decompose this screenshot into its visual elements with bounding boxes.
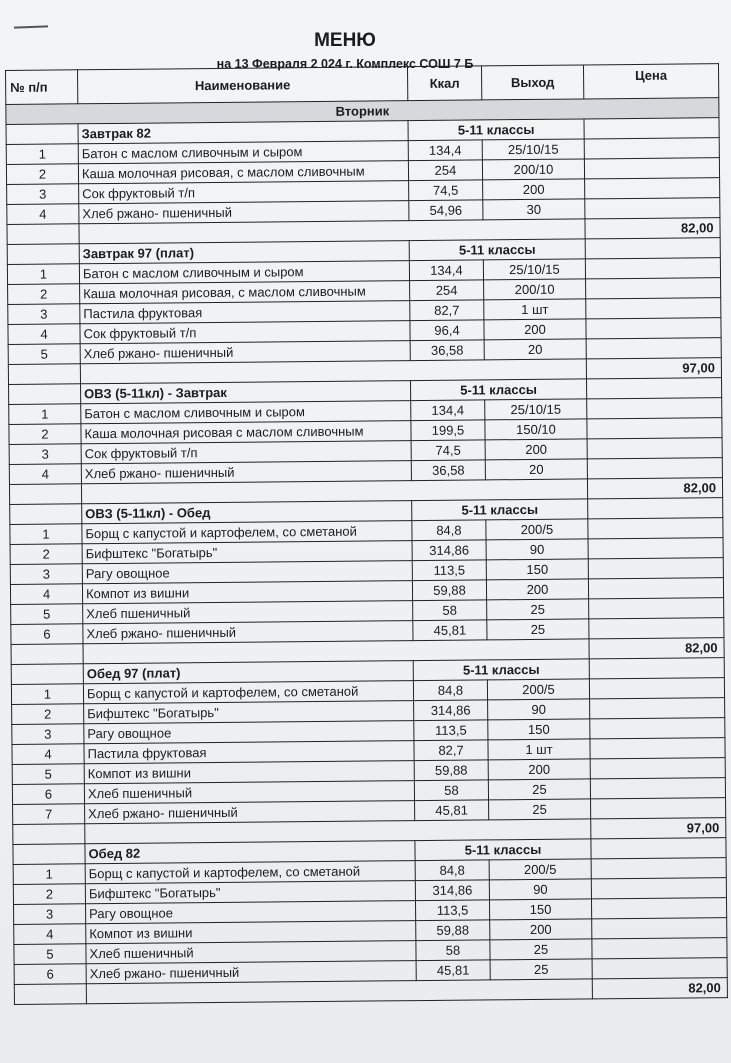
item-name: Рагу овощное: [82, 561, 412, 584]
section-total: 97,00: [586, 358, 721, 379]
item-output: 25: [490, 939, 592, 960]
section-title: ОВЗ (5-11кл) - Обед: [82, 501, 412, 524]
item-output: 150: [489, 899, 591, 920]
item-output: 1 шт: [484, 299, 586, 320]
item-price: [587, 418, 722, 439]
item-name: Батон с маслом сливочным и сыром: [79, 261, 409, 284]
item-kcal: 134,4: [408, 140, 482, 161]
item-kcal: 314,86: [414, 700, 488, 721]
item-price: [590, 718, 725, 739]
section-num-cell: [11, 664, 83, 685]
item-price: [586, 338, 721, 359]
item-number: 6: [11, 624, 83, 645]
item-number: 4: [7, 204, 79, 225]
item-price: [592, 938, 727, 959]
section-title: Обед 82: [85, 841, 415, 864]
item-number: 1: [7, 264, 79, 285]
item-price: [586, 278, 721, 299]
item-kcal: 45,81: [415, 800, 489, 821]
item-output: 200/10: [484, 279, 586, 300]
menu-table: [5, 63, 728, 1005]
item-number: 5: [14, 944, 86, 965]
item-number: 5: [11, 604, 83, 625]
item-name: Батон с маслом сливочным и сыром: [81, 401, 411, 424]
item-name: Хлеб ржано- пшеничный: [85, 801, 415, 824]
section-group: 5-11 классы: [412, 499, 588, 521]
item-output: 25/10/15: [485, 399, 587, 420]
item-name: Бифштекс "Богатырь": [84, 701, 414, 724]
item-number: 4: [12, 744, 84, 765]
section-price-cell: [586, 378, 721, 399]
item-output: 200: [490, 919, 592, 940]
item-output: 200/10: [482, 159, 584, 180]
item-kcal: 54,96: [409, 200, 483, 221]
item-price: [587, 438, 722, 459]
page-subtitle: на 13 Февраля 2 024 г. Комплекс СОШ 7 Б: [216, 57, 474, 71]
item-name: Компот из вишни: [82, 581, 412, 604]
item-name: Рагу овощное: [84, 721, 414, 744]
item-number: 2: [9, 424, 81, 445]
item-price: [585, 198, 720, 219]
item-kcal: 58: [416, 940, 490, 961]
item-kcal: 254: [410, 280, 484, 301]
item-kcal: 84,8: [415, 860, 489, 881]
item-kcal: 82,7: [410, 300, 484, 321]
item-name: Хлеб пшеничный: [83, 601, 413, 624]
item-price: [590, 738, 725, 759]
item-price: [589, 678, 724, 699]
item-kcal: 113,5: [414, 720, 488, 741]
section-price-cell: [589, 658, 724, 679]
item-price: [590, 698, 725, 719]
section-group: 5-11 классы: [408, 119, 584, 141]
item-price: [585, 258, 720, 279]
item-number: 3: [9, 444, 81, 465]
column-header-price: Цена: [583, 64, 718, 99]
item-kcal: 113,5: [412, 560, 486, 581]
item-number: 1: [10, 524, 82, 545]
section-total: 82,00: [589, 638, 724, 659]
item-kcal: 36,58: [411, 460, 485, 481]
item-price: [584, 138, 719, 159]
item-kcal: 134,4: [411, 400, 485, 421]
section-total: 82,00: [585, 218, 720, 239]
section-title: Завтрак 82: [78, 121, 408, 144]
item-number: 3: [12, 724, 84, 745]
item-number: 6: [12, 784, 84, 805]
column-header-name: Наименование: [78, 67, 408, 104]
item-number: 3: [7, 184, 79, 205]
item-kcal: 74,5: [411, 440, 485, 461]
item-name: Борщ с капустой и картофелем, со сметаной: [85, 861, 415, 884]
item-number: 7: [13, 804, 85, 825]
item-number: 1: [13, 864, 85, 885]
section-num-cell: [6, 124, 78, 145]
item-output: 200: [483, 179, 585, 200]
item-name: Бифштекс "Богатырь": [82, 541, 412, 564]
item-price: [588, 538, 723, 559]
section-num-cell: [13, 844, 85, 865]
item-number: 3: [14, 904, 86, 925]
item-number: 2: [8, 284, 80, 305]
section-total: 82,00: [592, 978, 727, 999]
item-output: 25: [489, 799, 591, 820]
item-name: Хлеб пшеничный: [86, 941, 416, 964]
total-empty-cell: [13, 824, 85, 845]
item-output: 25: [490, 959, 592, 980]
total-empty-cell: [11, 644, 83, 665]
section-group: 5-11 классы: [411, 379, 587, 401]
item-name: Борщ с капустой и картофелем, со сметаной: [82, 521, 412, 544]
item-price: [591, 878, 726, 899]
item-number: 4: [10, 584, 82, 605]
item-number: 1: [9, 404, 81, 425]
item-number: 2: [6, 164, 78, 185]
item-output: 200/5: [487, 679, 589, 700]
item-output: 200/5: [486, 519, 588, 540]
item-kcal: 58: [413, 600, 487, 621]
total-empty-cell: [86, 979, 592, 1004]
item-name: Каша молочная рисовая с маслом сливочным: [81, 421, 411, 444]
item-kcal: 58: [414, 780, 488, 801]
item-number: 5: [8, 344, 80, 365]
item-kcal: 84,8: [413, 680, 487, 701]
total-empty-cell: [9, 484, 81, 505]
item-kcal: 113,5: [415, 900, 489, 921]
item-kcal: 74,5: [409, 180, 483, 201]
item-price: [591, 898, 726, 919]
item-kcal: 254: [408, 160, 482, 181]
item-output: 25/10/15: [483, 259, 585, 280]
item-output: 150: [486, 559, 588, 580]
item-name: Пастила фруктовая: [80, 301, 410, 324]
section-price-cell: [584, 118, 719, 139]
item-output: 25/10/15: [482, 139, 584, 160]
item-price: [588, 518, 723, 539]
item-name: Сок фруктовый т/п: [81, 441, 411, 464]
day-label: Вторник: [6, 98, 719, 125]
total-empty-cell: [14, 984, 86, 1005]
item-price: [588, 578, 723, 599]
item-output: 20: [485, 459, 587, 480]
item-kcal: 82,7: [414, 740, 488, 761]
item-number: 6: [14, 964, 86, 985]
section-num-cell: [7, 244, 79, 265]
section-title: Завтрак 97 (плат): [79, 241, 409, 264]
section-group: 5-11 классы: [415, 839, 591, 861]
item-output: 25: [487, 599, 589, 620]
total-empty-cell: [8, 364, 80, 385]
item-kcal: 59,88: [414, 760, 488, 781]
item-number: 4: [8, 324, 80, 345]
section-total: 97,00: [591, 818, 726, 839]
column-header-num: № п/п: [6, 70, 78, 105]
item-name: Рагу овощное: [86, 901, 416, 924]
item-number: 2: [10, 544, 82, 565]
item-price: [590, 758, 725, 779]
item-price: [592, 918, 727, 939]
item-number: 3: [10, 564, 82, 585]
item-kcal: 45,81: [413, 620, 487, 641]
column-header-kcal: Ккал: [407, 66, 481, 101]
item-number: 4: [14, 924, 86, 945]
item-price: [584, 158, 719, 179]
item-name: Каша молочная рисовая, с маслом сливочным: [80, 281, 410, 304]
item-kcal: 59,88: [412, 580, 486, 601]
item-number: 5: [12, 764, 84, 785]
item-price: [588, 558, 723, 579]
item-output: 90: [488, 699, 590, 720]
item-price: [590, 778, 725, 799]
item-name: Компот из вишни: [84, 761, 414, 784]
item-output: 200: [486, 579, 588, 600]
item-output: 200: [484, 319, 586, 340]
item-price: [585, 178, 720, 199]
item-name: Сок фруктовый т/п: [79, 181, 409, 204]
menu-body: [6, 98, 728, 1005]
item-output: 25: [488, 779, 590, 800]
item-name: Хлеб пшеничный: [84, 781, 414, 804]
item-name: Хлеб ржано- пшеничный: [86, 961, 416, 984]
item-output: 200: [488, 759, 590, 780]
item-name: Хлеб ржано- пшеничный: [79, 201, 409, 224]
item-price: [591, 858, 726, 879]
section-num-cell: [10, 504, 82, 525]
item-output: 200/5: [489, 859, 591, 880]
page-title: МЕНЮ: [314, 30, 376, 51]
item-name: Хлеб ржано- пшеничный: [80, 341, 410, 364]
section-group: 5-11 классы: [409, 239, 585, 261]
item-kcal: 314,86: [412, 540, 486, 561]
item-kcal: 84,8: [412, 520, 486, 541]
item-name: Борщ с капустой и картофелем, со сметаной: [83, 681, 413, 704]
item-name: Хлеб ржано- пшеничный: [81, 461, 411, 484]
section-total: 82,00: [587, 478, 722, 499]
item-kcal: 199,5: [411, 420, 485, 441]
item-kcal: 314,86: [415, 880, 489, 901]
item-kcal: 134,4: [409, 260, 483, 281]
item-kcal: 96,4: [410, 320, 484, 341]
item-output: 150/10: [485, 419, 587, 440]
section-group: 5-11 классы: [413, 659, 589, 681]
section-title: ОВЗ (5-11кл) - Завтрак: [81, 381, 411, 404]
item-name: Компот из вишни: [86, 921, 416, 944]
item-price: [592, 958, 727, 979]
item-name: Бифштекс "Богатырь": [85, 881, 415, 904]
item-kcal: 59,88: [416, 920, 490, 941]
item-kcal: 36,58: [410, 340, 484, 361]
item-kcal: 45,81: [416, 960, 490, 981]
item-output: 20: [484, 339, 586, 360]
item-output: 150: [488, 719, 590, 740]
item-output: 90: [486, 539, 588, 560]
item-price: [589, 618, 724, 639]
item-output: 25: [487, 619, 589, 640]
item-name: Каша молочная рисовая, с маслом сливочным: [78, 161, 408, 184]
item-number: 1: [11, 684, 83, 705]
pen-mark: [14, 25, 48, 28]
item-price: [587, 458, 722, 479]
section-num-cell: [9, 384, 81, 405]
item-number: 1: [6, 144, 78, 165]
item-price: [591, 798, 726, 819]
column-header-output: Выход: [481, 65, 583, 100]
item-number: 4: [9, 464, 81, 485]
item-price: [587, 398, 722, 419]
item-output: 200: [485, 439, 587, 460]
item-output: 30: [483, 199, 585, 220]
item-name: Сок фруктовый т/п: [80, 321, 410, 344]
item-price: [586, 298, 721, 319]
item-number: 3: [8, 304, 80, 325]
item-output: 90: [489, 879, 591, 900]
section-price-cell: [585, 238, 720, 259]
item-price: [586, 318, 721, 339]
item-name: Батон с маслом сливочным и сыром: [78, 141, 408, 164]
item-name: Пастила фруктовая: [84, 741, 414, 764]
total-empty-cell: [7, 224, 79, 245]
section-title: Обед 97 (плат): [83, 661, 413, 684]
item-output: 1 шт: [488, 739, 590, 760]
item-number: 2: [13, 884, 85, 905]
section-price-cell: [591, 838, 726, 859]
item-name: Хлеб ржано- пшеничный: [83, 621, 413, 644]
item-number: 2: [12, 704, 84, 725]
item-price: [589, 598, 724, 619]
section-price-cell: [588, 498, 723, 519]
